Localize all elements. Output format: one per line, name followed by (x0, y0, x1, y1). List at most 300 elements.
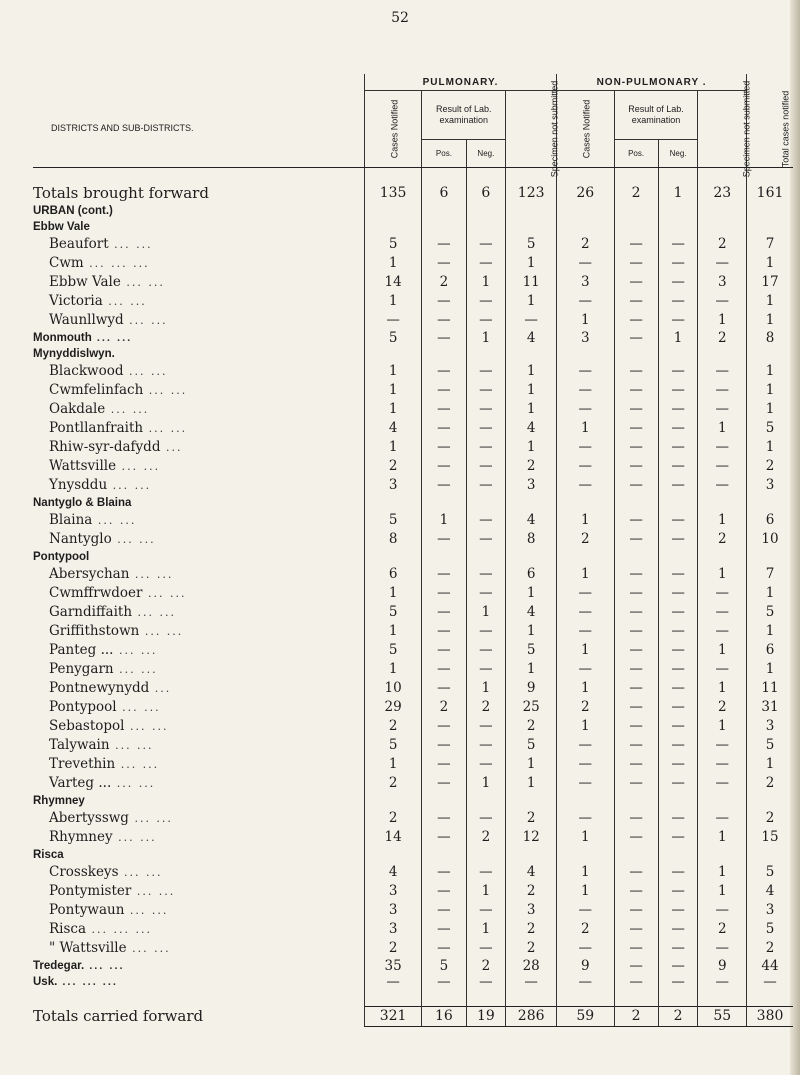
table-row (33, 622, 793, 641)
value-cell (557, 549, 614, 565)
value-cell: — (466, 863, 506, 882)
value-cell: 1 (364, 400, 421, 419)
page-number: 52 (391, 10, 409, 26)
leader-dots: ... ... (123, 365, 168, 378)
leader-dots: ... ... (115, 758, 160, 771)
leader-dots: ... ... (112, 831, 157, 844)
row-label (33, 920, 364, 939)
row-label (33, 774, 364, 793)
value-cell: 1 (506, 292, 557, 311)
value-cell: — (698, 438, 747, 457)
pulmonary-result-header: Result of Lab. examination (422, 91, 506, 140)
value-cell: — (614, 717, 658, 736)
value-cell: — (422, 828, 466, 847)
row-label (33, 457, 364, 476)
value-cell (698, 793, 747, 809)
value-cell: 2 (506, 882, 557, 901)
value-cell: 1 (698, 828, 747, 847)
value-cell (658, 847, 698, 863)
value-cell: 1 (364, 292, 421, 311)
value-cell: — (466, 641, 506, 660)
row-label (33, 346, 364, 362)
value-cell: — (658, 622, 698, 641)
value-cell: 3 (364, 882, 421, 901)
value-cell: 1 (466, 679, 506, 698)
table-row (33, 809, 793, 828)
table-row (33, 511, 793, 530)
row-label (33, 419, 364, 438)
value-cell: — (422, 603, 466, 622)
value-cell: 6 (364, 565, 421, 584)
row-name: Rhiw-syr-dafydd (49, 439, 161, 455)
value-cell: — (698, 974, 747, 990)
value-cell: 2 (506, 920, 557, 939)
value-cell: 31 (747, 698, 793, 717)
value-cell (506, 495, 557, 511)
value-cell: 1 (698, 419, 747, 438)
value-cell: 4 (747, 882, 793, 901)
value-cell: — (422, 717, 466, 736)
leader-dots: ... ... (111, 777, 156, 790)
leader-dots: ... ... (139, 625, 184, 638)
row-name: Abersychan (49, 566, 130, 582)
value-cell: — (614, 438, 658, 457)
value-cell: 19 (466, 1007, 506, 1027)
value-cell: — (614, 863, 658, 882)
value-cell: 12 (506, 828, 557, 847)
value-cell: — (614, 311, 658, 330)
table-row (33, 755, 793, 774)
value-cell: 1 (747, 400, 793, 419)
value-cell: — (614, 939, 658, 958)
table-row (33, 939, 793, 958)
table-row (33, 476, 793, 495)
value-cell: 29 (364, 698, 421, 717)
value-cell: 1 (466, 330, 506, 346)
value-cell: 5 (747, 863, 793, 882)
leader-dots: ... (149, 682, 172, 695)
value-cell: 11 (747, 679, 793, 698)
table-row (33, 362, 793, 381)
value-cell: — (422, 530, 466, 549)
value-cell: 7 (747, 565, 793, 584)
value-cell: 321 (364, 1007, 421, 1027)
value-cell: — (658, 958, 698, 974)
value-cell: — (506, 974, 557, 990)
value-cell: — (614, 882, 658, 901)
value-cell: 3 (698, 273, 747, 292)
value-cell (658, 549, 698, 565)
value-cell: — (422, 457, 466, 476)
row-label (33, 679, 364, 698)
value-cell: — (422, 235, 466, 254)
value-cell: 2 (557, 698, 614, 717)
value-cell (747, 847, 793, 863)
table-body (33, 184, 793, 1027)
row-name: Rhymney (33, 795, 85, 807)
value-cell: — (658, 530, 698, 549)
value-cell: — (658, 863, 698, 882)
value-cell: — (614, 530, 658, 549)
row-label (33, 863, 364, 882)
value-cell (422, 549, 466, 565)
row-name: Usk. (33, 976, 58, 988)
table-row (33, 641, 793, 660)
value-cell: — (614, 698, 658, 717)
value-cell: — (557, 362, 614, 381)
row-label (33, 273, 364, 292)
value-cell: — (658, 736, 698, 755)
value-cell: 8 (364, 530, 421, 549)
leader-dots: ... ... (126, 942, 171, 955)
value-cell: — (614, 235, 658, 254)
leader-dots: ... ... (92, 514, 137, 527)
value-cell: — (557, 736, 614, 755)
row-label (33, 381, 364, 400)
value-cell: — (466, 660, 506, 679)
value-cell: 1 (506, 622, 557, 641)
value-cell: 4 (506, 511, 557, 530)
leader-dots: ... ... (124, 904, 169, 917)
value-cell: 1 (506, 400, 557, 419)
value-cell: — (614, 974, 658, 990)
value-cell: 1 (698, 511, 747, 530)
value-cell: 2 (698, 330, 747, 346)
value-cell: — (422, 419, 466, 438)
value-cell: 1 (506, 774, 557, 793)
value-cell: — (658, 311, 698, 330)
value-cell: — (557, 400, 614, 419)
value-cell: 1 (422, 511, 466, 530)
value-cell: 5 (364, 603, 421, 622)
value-cell: 9 (698, 958, 747, 974)
leader-dots: ... ... (128, 812, 173, 825)
value-cell: 5 (364, 641, 421, 660)
value-cell: 4 (506, 603, 557, 622)
value-cell: 6 (506, 565, 557, 584)
row-label (33, 641, 364, 660)
value-cell: — (698, 584, 747, 603)
value-cell: 1 (557, 679, 614, 698)
value-cell: — (422, 809, 466, 828)
value-cell: 2 (466, 958, 506, 974)
value-cell: — (658, 292, 698, 311)
value-cell: 1 (364, 622, 421, 641)
value-cell: — (466, 292, 506, 311)
value-cell: 2 (364, 457, 421, 476)
value-cell (747, 495, 793, 511)
row-name: " Wattsville (49, 940, 127, 956)
value-cell: — (422, 622, 466, 641)
value-cell: 1 (557, 419, 614, 438)
row-name: Cwmffrwdoer (49, 585, 143, 601)
row-name: Griffithstown (49, 623, 140, 639)
value-cell: — (698, 939, 747, 958)
district-row (33, 793, 793, 809)
table-row (33, 381, 793, 400)
value-cell: — (422, 774, 466, 793)
value-cell: 2 (698, 235, 747, 254)
value-cell: 1 (557, 511, 614, 530)
value-cell: 16 (422, 1007, 466, 1027)
leader-dots: ... ... (91, 332, 133, 344)
value-cell (557, 847, 614, 863)
value-cell (422, 203, 466, 219)
value-cell: 2 (422, 698, 466, 717)
row-label (33, 438, 364, 457)
value-cell: 4 (364, 419, 421, 438)
value-cell: 2 (506, 939, 557, 958)
value-cell (466, 793, 506, 809)
leader-dots: ... ... (84, 960, 125, 972)
value-cell (614, 203, 658, 219)
value-cell: 2 (698, 920, 747, 939)
table-row (33, 603, 793, 622)
value-cell: — (614, 958, 658, 974)
row-name: Pontymister (49, 883, 132, 899)
value-cell: — (557, 939, 614, 958)
leader-dots: ... ... (132, 606, 177, 619)
value-cell: 26 (557, 184, 614, 203)
pulmonary-neg-header: Neg. (466, 140, 506, 168)
total-header-top (747, 74, 793, 91)
row-label (33, 755, 364, 774)
row-label (33, 698, 364, 717)
row-label (33, 330, 364, 346)
value-cell (658, 495, 698, 511)
value-cell: 286 (506, 1007, 557, 1027)
value-cell: — (466, 457, 506, 476)
value-cell: 3 (747, 717, 793, 736)
value-cell (698, 346, 747, 362)
value-cell: — (698, 622, 747, 641)
row-name: Garndiffaith (49, 604, 133, 620)
value-cell: — (698, 901, 747, 920)
row-name: Sebastopol (49, 718, 125, 734)
value-cell: 44 (747, 958, 793, 974)
value-cell: — (614, 584, 658, 603)
value-cell: 123 (506, 184, 557, 203)
value-cell: 1 (466, 774, 506, 793)
value-cell (364, 219, 421, 235)
value-cell: — (614, 400, 658, 419)
value-cell (364, 793, 421, 809)
value-cell: 17 (747, 273, 793, 292)
value-cell: 1 (747, 622, 793, 641)
value-cell: — (658, 882, 698, 901)
value-cell: 2 (698, 698, 747, 717)
row-name: Totals carried forward (33, 1007, 204, 1025)
value-cell (557, 219, 614, 235)
district-row (33, 958, 793, 974)
table-row (33, 863, 793, 882)
value-cell: — (466, 400, 506, 419)
value-cell: — (658, 584, 698, 603)
value-cell: 1 (364, 381, 421, 400)
value-cell: — (422, 584, 466, 603)
value-cell: — (422, 901, 466, 920)
value-cell: 2 (364, 939, 421, 958)
value-cell: 59 (557, 1007, 614, 1027)
value-cell: 1 (557, 863, 614, 882)
value-cell (698, 219, 747, 235)
table-row (33, 828, 793, 847)
value-cell: 10 (747, 530, 793, 549)
value-cell: — (466, 809, 506, 828)
value-cell: — (466, 438, 506, 457)
value-cell: — (698, 755, 747, 774)
value-cell (466, 346, 506, 362)
value-cell: — (614, 511, 658, 530)
row-label (33, 622, 364, 641)
value-cell: 1 (466, 273, 506, 292)
leader-dots: ... ... ... (57, 976, 118, 988)
row-name: Blaina (49, 512, 93, 528)
value-cell: 4 (506, 330, 557, 346)
non-pulmonary-header: NON-PULMONARY . (557, 74, 747, 91)
value-cell (506, 219, 557, 235)
value-cell: — (658, 755, 698, 774)
value-cell: — (658, 400, 698, 419)
value-cell: 7 (747, 235, 793, 254)
value-cell: — (658, 235, 698, 254)
value-cell: 2 (557, 235, 614, 254)
table-row (33, 235, 793, 254)
value-cell: — (698, 292, 747, 311)
value-cell: 5 (506, 736, 557, 755)
value-cell: 5 (506, 235, 557, 254)
value-cell: — (557, 755, 614, 774)
row-name: Trevethin (49, 756, 116, 772)
value-cell: — (614, 679, 658, 698)
pulmonary-cases-notified-header: Cases Notified (364, 91, 421, 168)
non-pulmonary-result-header: Result of Lab. examination (614, 91, 698, 140)
value-cell: — (557, 438, 614, 457)
row-label (33, 584, 364, 603)
row-label (33, 717, 364, 736)
value-cell: — (466, 381, 506, 400)
value-cell: — (466, 939, 506, 958)
table-row (33, 254, 793, 273)
value-cell (747, 203, 793, 219)
value-cell: 15 (747, 828, 793, 847)
value-cell: — (557, 292, 614, 311)
value-cell: — (747, 974, 793, 990)
row-name: Ebbw Vale (33, 221, 90, 233)
value-cell (614, 495, 658, 511)
value-cell: — (422, 476, 466, 495)
value-cell: 1 (364, 584, 421, 603)
total-row (33, 184, 793, 203)
value-cell: — (658, 381, 698, 400)
value-cell: 1 (658, 184, 698, 203)
value-cell: 6 (422, 184, 466, 203)
value-cell: — (614, 828, 658, 847)
value-cell: — (658, 511, 698, 530)
value-cell: 3 (506, 901, 557, 920)
value-cell: — (658, 603, 698, 622)
leader-dots: ... (160, 441, 183, 454)
value-cell: — (557, 901, 614, 920)
leader-dots: ... ... (120, 276, 165, 289)
leader-dots: ... ... (143, 384, 188, 397)
value-cell: — (614, 736, 658, 755)
value-cell (364, 495, 421, 511)
value-cell: — (658, 254, 698, 273)
row-name: Nantyglo (49, 531, 112, 547)
row-label (33, 736, 364, 755)
value-cell: 1 (698, 679, 747, 698)
value-cell (364, 549, 421, 565)
value-cell: — (614, 641, 658, 660)
non-pulmonary-pos-header: Pos. (614, 140, 658, 168)
row-name: Panteg ... (49, 642, 114, 658)
value-cell: — (422, 254, 466, 273)
value-cell: 2 (364, 774, 421, 793)
table-row (33, 882, 793, 901)
value-cell: 380 (747, 1007, 793, 1027)
row-name: Pontypool (49, 699, 117, 715)
value-cell: 3 (557, 273, 614, 292)
value-cell: 5 (364, 511, 421, 530)
value-cell: — (422, 565, 466, 584)
row-label (33, 793, 364, 809)
value-cell: — (422, 863, 466, 882)
value-cell: — (466, 901, 506, 920)
value-cell (364, 203, 421, 219)
row-label (33, 184, 364, 203)
pulmonary-specimen-header: Specimen not submitted (506, 91, 557, 168)
leader-dots: ... ... (105, 403, 150, 416)
row-label (33, 901, 364, 920)
value-cell: — (557, 974, 614, 990)
value-cell (364, 847, 421, 863)
row-label (33, 958, 364, 974)
row-name: Tredegar. (33, 960, 85, 972)
value-cell (422, 793, 466, 809)
table-row (33, 565, 793, 584)
row-name: Ynysddu (49, 477, 108, 493)
table-row (33, 920, 793, 939)
row-label (33, 203, 364, 219)
row-name: URBAN (cont.) (33, 205, 113, 217)
row-name: Talywain (49, 737, 110, 753)
value-cell: — (422, 641, 466, 660)
district-row (33, 346, 793, 362)
value-cell (698, 549, 747, 565)
non-pulmonary-cases-notified-header: Cases Notified (557, 91, 614, 168)
value-cell: — (698, 774, 747, 793)
value-cell: 4 (506, 863, 557, 882)
value-cell: — (614, 254, 658, 273)
value-cell: 6 (747, 511, 793, 530)
table-row (33, 717, 793, 736)
value-cell: 1 (506, 584, 557, 603)
table-row (33, 736, 793, 755)
value-cell: 1 (557, 311, 614, 330)
value-cell: 25 (506, 698, 557, 717)
leader-dots: ... ... (131, 885, 176, 898)
value-cell: — (658, 273, 698, 292)
value-cell (466, 495, 506, 511)
value-cell: 135 (364, 184, 421, 203)
value-cell: — (698, 736, 747, 755)
table-row (33, 679, 793, 698)
row-name: Victoria (49, 293, 103, 309)
value-cell: 5 (364, 736, 421, 755)
value-cell: — (658, 920, 698, 939)
row-label (33, 311, 364, 330)
